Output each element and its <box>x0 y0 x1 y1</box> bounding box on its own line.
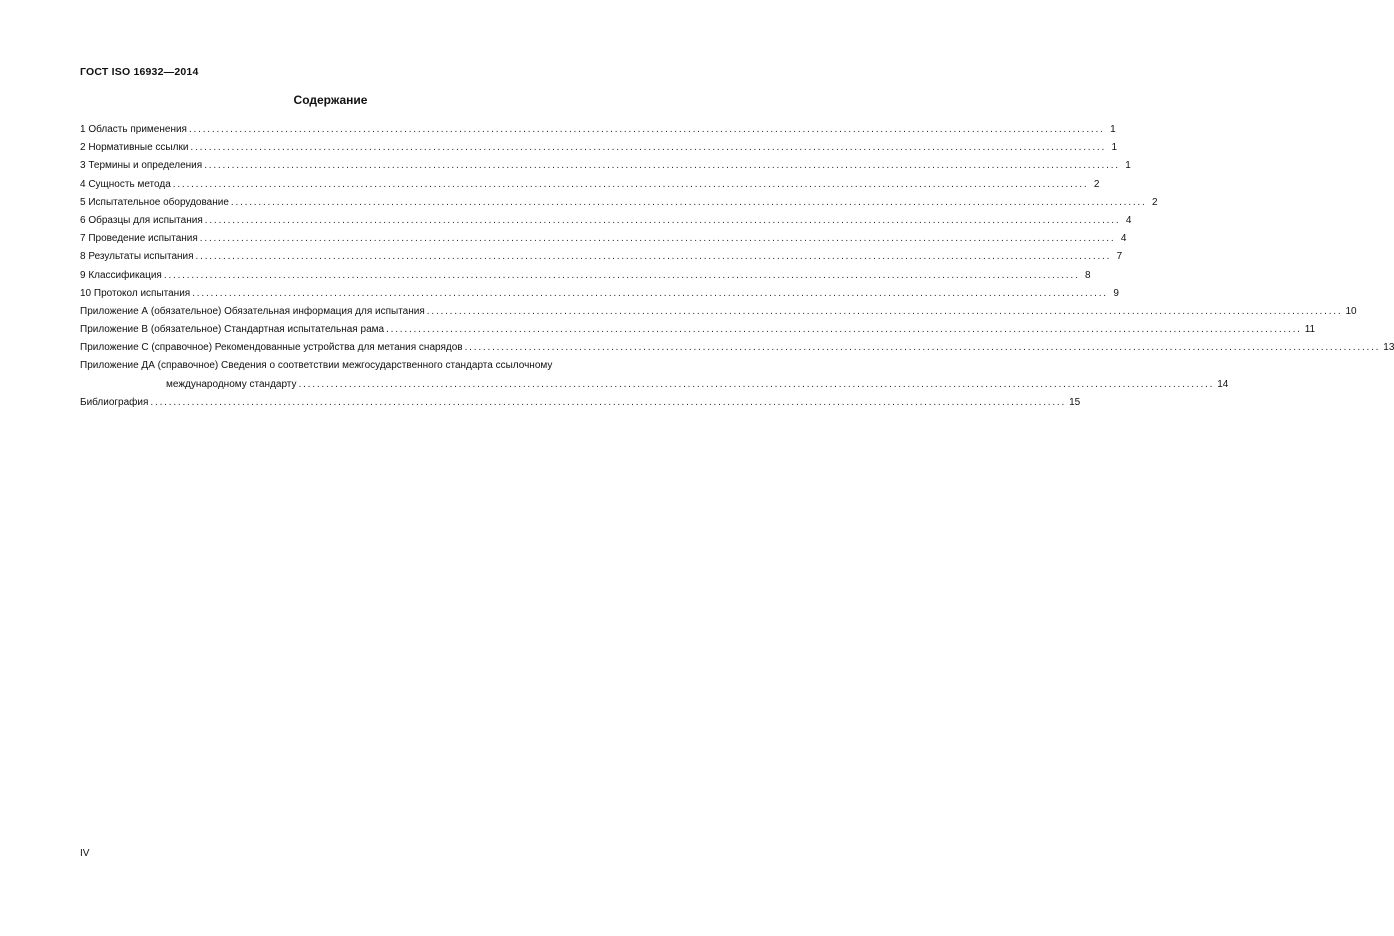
toc-entry-1[interactable] <box>80 121 1116 139</box>
dot-leader: ........................................................................................................................................................................................................ <box>192 287 1108 299</box>
toc-entry-page: 1 <box>1111 142 1118 154</box>
document-header: ГОСТ ISO 16932—2014 <box>80 66 199 78</box>
toc-entry-page: 15 <box>1069 396 1081 408</box>
toc-entry-9[interactable] <box>80 267 1091 285</box>
toc-entry-text: 9 Классификация <box>80 269 162 281</box>
toc-entry-3[interactable] <box>80 157 1131 175</box>
toc-entry-page: 7 <box>1116 251 1123 263</box>
toc-entry-appendix-da[interactable] <box>80 357 1229 393</box>
toc-entry-page: 2 <box>1152 196 1158 208</box>
dot-leader: ........................................................................................................................................................................................................ <box>188 124 1105 135</box>
toc-entry-bibliography[interactable] <box>80 394 1081 412</box>
toc-entry-2[interactable] <box>80 139 1118 157</box>
toc-entry-text: 2 Нормативные ссылки <box>80 142 189 154</box>
dot-leader: ........................................................................................................................................................................................................ <box>230 196 1147 208</box>
toc-entry-6[interactable] <box>80 212 1132 230</box>
dot-leader: ........................................................................................................................................................................................................ <box>199 233 1116 245</box>
toc-entry-continuation <box>166 376 1229 394</box>
toc-entry-text: 8 Результаты испытания <box>80 251 194 263</box>
toc-entry-text: 6 Образцы для испытания <box>80 214 203 226</box>
dot-leader: ........................................................................................................................................................................................................ <box>172 178 1089 190</box>
toc-entry-8[interactable] <box>80 248 1123 266</box>
toc-entry-text: Приложение А (обязательное) Обязательная информация для испытания <box>80 305 425 317</box>
toc-entry-4[interactable] <box>80 176 1100 194</box>
toc-entry-text: международному стандарту <box>166 378 297 390</box>
dot-leader: ........................................................................................................................................................................................................ <box>195 251 1112 263</box>
toc-entry-text: 3 Термины и определения <box>80 160 203 172</box>
toc-entry-page: 1 <box>1110 124 1116 135</box>
toc-entry-text: 1 Область применения <box>80 124 187 135</box>
toc-entry-page: 1 <box>1125 160 1131 172</box>
toc-entry-text: Приложение С (справочное) Рекомендованные устройства для метания снарядов <box>80 342 463 354</box>
toc-entry-page: 10 <box>1345 305 1357 317</box>
page-title: Содержание <box>293 93 368 107</box>
toc-entry-text: Приложение В (обязательное) Стандартная испытательная рама <box>80 324 385 336</box>
toc-entry-page: 14 <box>1217 378 1229 390</box>
toc-entry-page: 8 <box>1084 269 1091 281</box>
toc-entry-7[interactable] <box>80 230 1127 248</box>
toc-entry-text: Приложение ДА (справочное) Сведения о соответствии межгосударственного стандарта ссылочному <box>80 360 553 372</box>
toc-entry-5[interactable] <box>80 194 1158 212</box>
toc-entry-text: 5 Испытательное оборудование <box>80 196 229 208</box>
toc-entry-page: 4 <box>1120 233 1127 245</box>
toc-entry-page: 2 <box>1093 178 1100 190</box>
dot-leader: ........................................................................................................................................................................................................ <box>150 396 1067 408</box>
dot-leader: ........................................................................................................................................................................................................ <box>204 214 1121 226</box>
toc-entry-text: 4 Сущность метода <box>80 178 171 190</box>
toc-entry-appendix-a[interactable] <box>80 303 1357 321</box>
toc-entry-page: 4 <box>1125 214 1132 226</box>
toc-entry-page: 13 <box>1383 342 1394 354</box>
dot-leader: ........................................................................................................................................................................................................ <box>190 142 1107 154</box>
toc-entry-text: Библиография <box>80 396 149 408</box>
dot-leader: ........................................................................................................................................................................................................ <box>386 324 1302 336</box>
toc-entry-text: 7 Проведение испытания <box>80 233 198 245</box>
toc-entry-page: 9 <box>1113 287 1119 299</box>
toc-entry-page: 11 <box>1304 324 1316 336</box>
dot-leader: ........................................................................................................................................................................................................ <box>204 160 1120 172</box>
toc-entry-appendix-b[interactable] <box>80 321 1316 339</box>
page-number: IV <box>80 848 90 859</box>
table-of-contents <box>80 121 1394 412</box>
dot-leader: ........................................................................................................................................................................................................ <box>464 342 1381 354</box>
dot-leader: ........................................................................................................................................................................................................ <box>426 305 1343 317</box>
dot-leader: ........................................................................................................................................................................................................ <box>163 269 1080 281</box>
dot-leader: ........................................................................................................................................................................................................ <box>298 378 1215 390</box>
toc-entry-text: 10 Протокол испытания <box>80 287 191 299</box>
toc-entry-10[interactable] <box>80 285 1119 303</box>
toc-entry-appendix-c[interactable] <box>80 339 1394 357</box>
